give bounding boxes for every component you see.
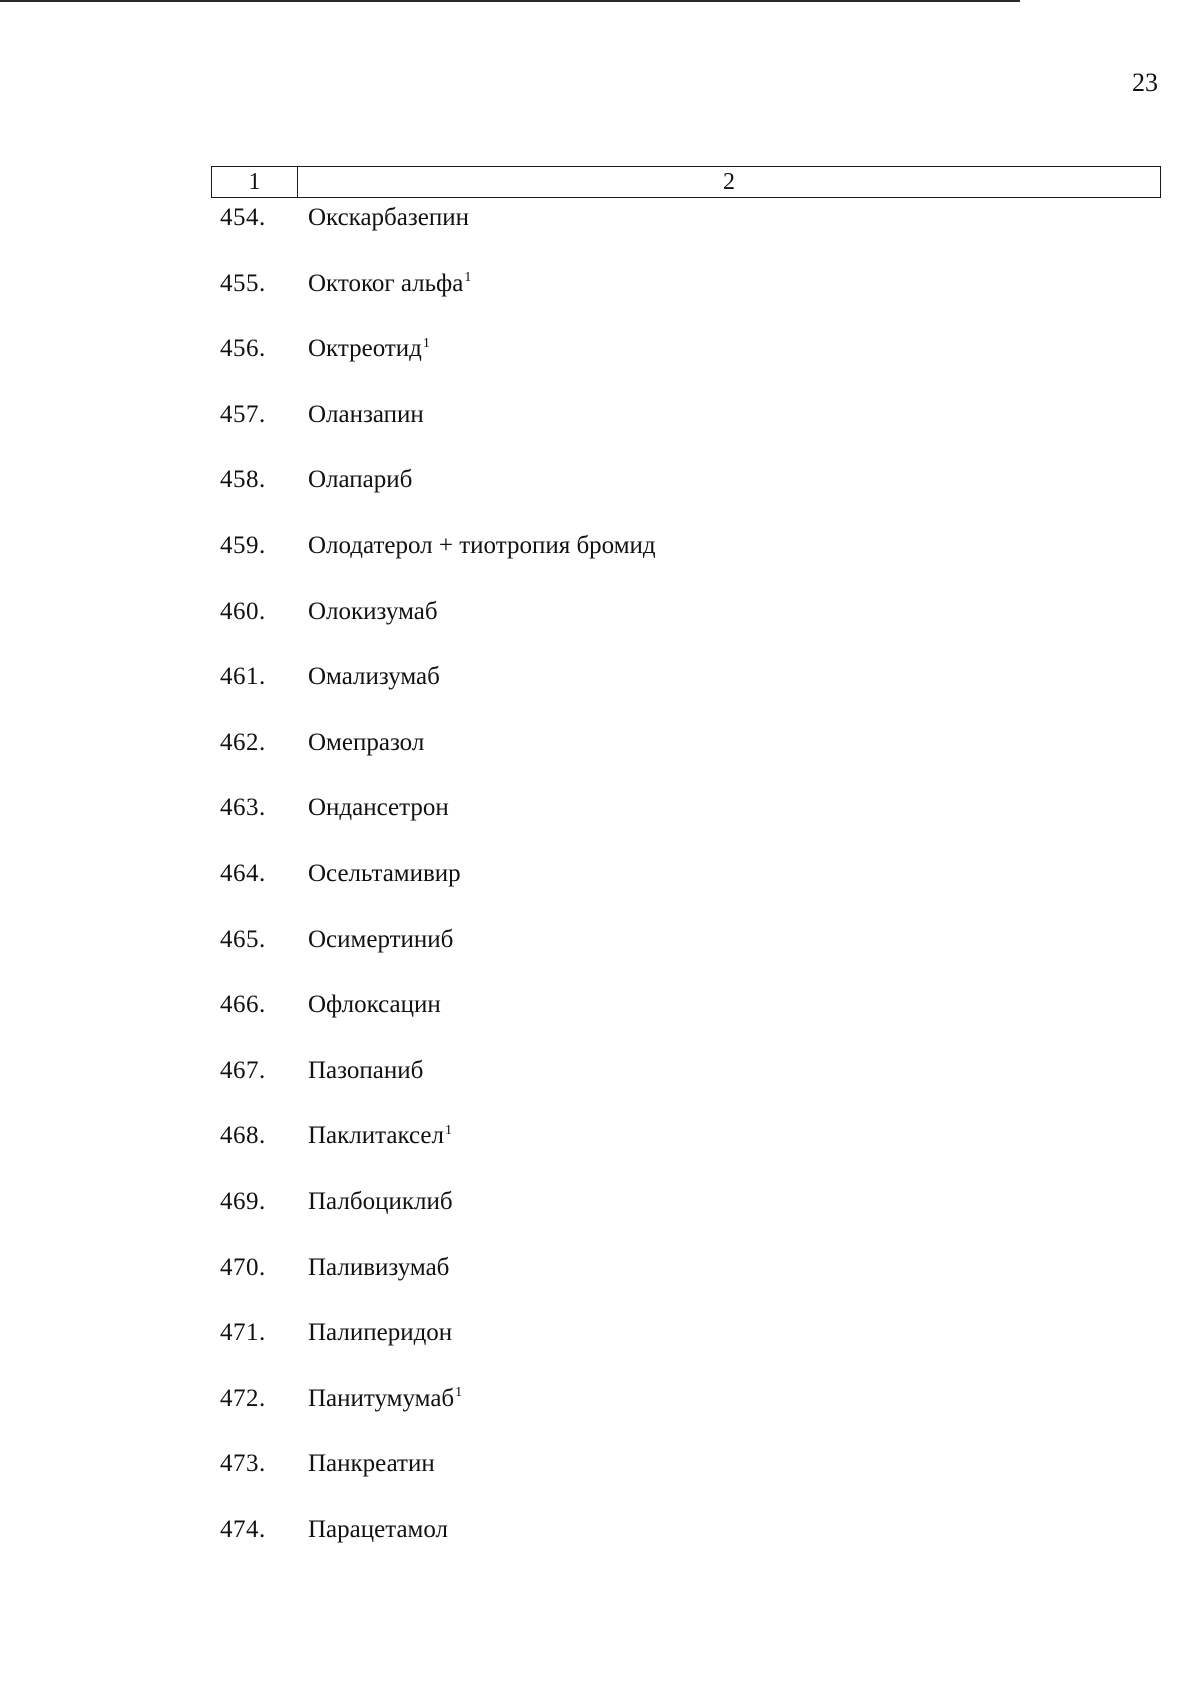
list-item: [220, 859, 1120, 925]
drug-name: Ондансетрон: [308, 794, 449, 822]
drug-name: Омепразол: [308, 728, 425, 756]
drug-name: Палбоциклиб: [308, 1187, 453, 1215]
list-item: [220, 400, 1120, 466]
table-header: [211, 166, 1161, 198]
drug-name: Паливизумаб: [308, 1253, 450, 1281]
list-item: [220, 334, 1120, 400]
row-number: 465.: [220, 925, 266, 953]
drug-name: Офлоксацин: [308, 991, 441, 1019]
drug-name: Омализумаб: [308, 663, 440, 691]
drug-name: Олокизумаб: [308, 597, 438, 625]
list-item: [220, 1056, 1120, 1122]
row-number: 461.: [220, 663, 266, 691]
row-number: 472.: [220, 1384, 266, 1412]
list-item: [220, 1449, 1120, 1515]
column-2-header: 2: [723, 169, 735, 195]
row-number: 459.: [220, 531, 266, 559]
list-item: [220, 203, 1120, 269]
drug-name: Октреотид$^1$: [308, 335, 430, 363]
row-number: 456.: [220, 335, 266, 363]
list-item: [220, 1515, 1120, 1581]
drug-name: Парацетамол: [308, 1515, 449, 1543]
row-number: 468.: [220, 1122, 266, 1150]
list-item: [220, 1318, 1120, 1384]
row-number: 454.: [220, 204, 266, 231]
row-number: 466.: [220, 991, 266, 1019]
drug-name: Олодатерол + тиотропия бромид: [308, 531, 656, 559]
row-number: 473.: [220, 1450, 266, 1478]
drug-list: [220, 203, 1120, 1580]
list-item: [220, 990, 1120, 1056]
row-number: 460.: [220, 597, 266, 625]
list-item: [220, 1187, 1120, 1253]
row-number: 474.: [220, 1515, 266, 1543]
list-item: [220, 662, 1120, 728]
list-item: [220, 531, 1120, 597]
row-number: 464.: [220, 859, 266, 887]
drug-name: Палиперидон: [308, 1319, 453, 1347]
drug-name: Пазопаниб: [308, 1056, 424, 1084]
list-item: [220, 1121, 1120, 1187]
drug-name: Осельтамивир: [308, 859, 461, 887]
row-number: 471.: [220, 1319, 266, 1347]
list-item: [220, 465, 1120, 531]
drug-name: Осимертиниб: [308, 925, 454, 953]
list-item: [220, 925, 1120, 991]
list-item: [220, 728, 1120, 794]
drug-name: Панкреатин: [308, 1450, 435, 1478]
row-number: 462.: [220, 728, 266, 756]
row-number: 469.: [220, 1187, 266, 1215]
list-item: [220, 597, 1120, 663]
row-number: 463.: [220, 794, 266, 822]
list-item: [220, 793, 1120, 859]
drug-name: Окскарбазепин: [308, 204, 469, 231]
top-border-line: [0, 0, 1020, 2]
row-number: 467.: [220, 1056, 266, 1084]
row-number: 470.: [220, 1253, 266, 1281]
drug-name: Олапариб: [308, 466, 413, 494]
drug-name: Панитумумаб$^1$: [308, 1384, 463, 1412]
footnote-mark: 1: [455, 1385, 463, 1401]
footnote-mark: 1: [464, 270, 472, 286]
page-number: 23: [1132, 68, 1158, 97]
drug-name: Оланзапин: [308, 400, 424, 428]
drug-name: Октоког альфа$^1$: [308, 269, 472, 297]
row-number: 455.: [220, 269, 266, 297]
footnote-mark: 1: [422, 335, 430, 351]
row-number: 457.: [220, 400, 266, 428]
footnote-mark: 1: [444, 1122, 452, 1138]
row-number: 458.: [220, 466, 266, 494]
drug-name: Паклитаксел$^1$: [308, 1122, 452, 1150]
column-1-header: 1: [212, 167, 298, 197]
list-item: [220, 269, 1120, 335]
list-item: [220, 1384, 1120, 1450]
list-item: [220, 1253, 1120, 1319]
